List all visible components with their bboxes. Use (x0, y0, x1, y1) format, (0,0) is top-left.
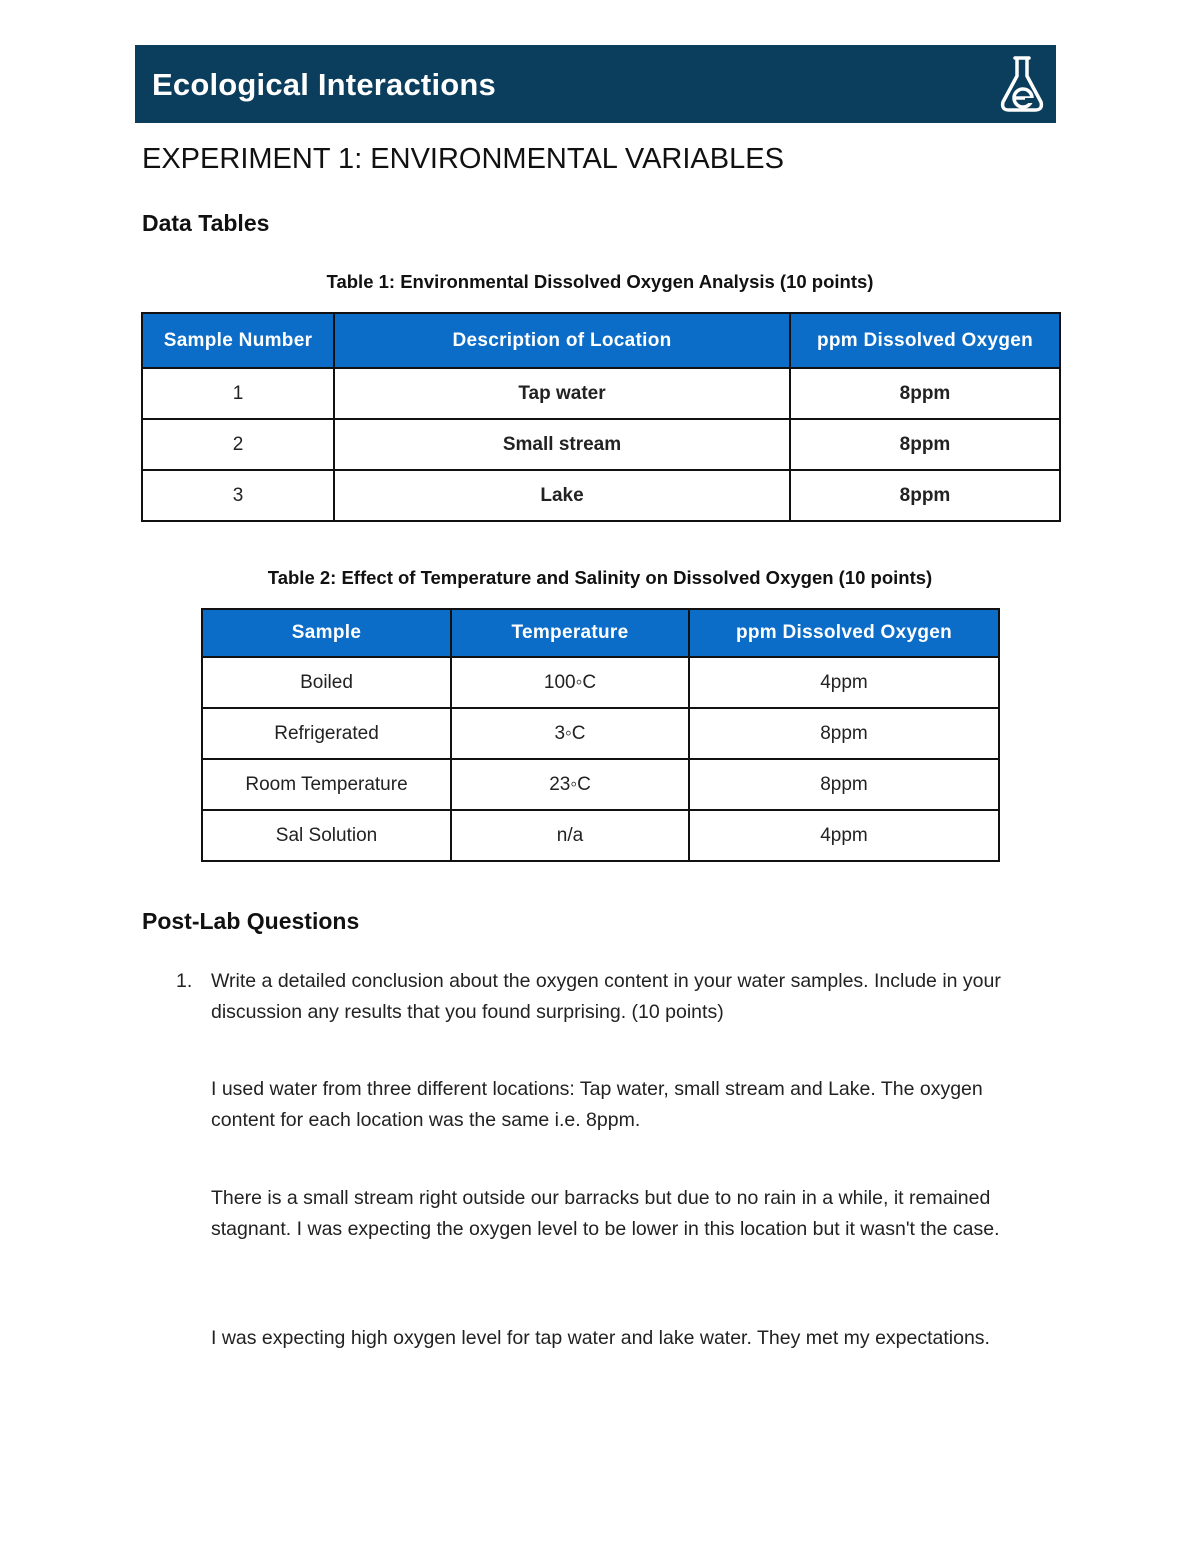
table-cell: Lake (334, 470, 790, 521)
table-cell: 100◦C (451, 657, 689, 708)
table-cell: 23◦C (451, 759, 689, 810)
table-row (142, 419, 1060, 470)
table1 (141, 312, 1061, 522)
document-title: Ecological Interactions (152, 67, 496, 102)
table-cell: 1 (142, 368, 334, 419)
table-cell: Room Temperature (202, 759, 451, 810)
table-row (202, 810, 999, 861)
table-cell: 8ppm (790, 368, 1060, 419)
table-cell: Tap water (334, 368, 790, 419)
column-header: ppm Dissolved Oxygen (790, 313, 1060, 368)
table-header-row (202, 609, 999, 657)
table-row (202, 708, 999, 759)
table-cell: 4ppm (689, 810, 999, 861)
table-cell: 8ppm (689, 708, 999, 759)
table-cell: Boiled (202, 657, 451, 708)
table-cell: 2 (142, 419, 334, 470)
column-header: Sample (202, 609, 451, 657)
table-cell: Refrigerated (202, 708, 451, 759)
column-header: ppm Dissolved Oxygen (689, 609, 999, 657)
table-cell: 3 (142, 470, 334, 521)
table-cell: Small stream (334, 419, 790, 470)
table-cell: 8ppm (790, 419, 1060, 470)
table-row (202, 657, 999, 708)
table-header-row (142, 313, 1060, 368)
table2 (201, 608, 1000, 862)
table1-caption: Table 1: Environmental Dissolved Oxygen Analysis (10 points) (326, 271, 874, 292)
header-banner (135, 45, 1056, 123)
flask-e-logo-icon (998, 54, 1046, 114)
table-cell: 4ppm (689, 657, 999, 708)
column-header: Description of Location (334, 313, 790, 368)
column-header: Temperature (451, 609, 689, 657)
question-text: Write a detailed conclusion about the oxygen content in your water samples. Include in your discussion any results that you found surprising. (10 points) (211, 970, 1001, 1023)
data-tables-heading: Data Tables (142, 210, 270, 236)
table-cell: 3◦C (451, 708, 689, 759)
table-cell: 8ppm (790, 470, 1060, 521)
table2-caption: Table 2: Effect of Temperature and Salinity on Dissolved Oxygen (10 points) (267, 567, 933, 588)
table-row (142, 368, 1060, 419)
table-cell: 8ppm (689, 759, 999, 810)
column-header: Sample Number (142, 313, 334, 368)
answer-paragraph-1: I used water from three different locations: Tap water, small stream and Lake. The oxygen content for each location was the same i.e. 8ppm. (211, 1078, 983, 1131)
table-cell: Sal Solution (202, 810, 451, 861)
answer-paragraph-2: There is a small stream right outside our barracks but due to no rain in a while, it remained stagnant. I was expecting the oxygen level to be lower in this location but it wasn't the case. (211, 1187, 1000, 1240)
experiment-title: EXPERIMENT 1: ENVIRONMENTAL VARIABLES (142, 143, 784, 175)
table-row (202, 759, 999, 810)
question-number: 1. (176, 970, 193, 992)
post-lab-heading: Post-Lab Questions (142, 908, 360, 934)
answer-paragraph-3: I was expecting high oxygen level for tap water and lake water. They met my expectations. (211, 1327, 990, 1349)
table-row (142, 470, 1060, 521)
table-cell: n/a (451, 810, 689, 861)
